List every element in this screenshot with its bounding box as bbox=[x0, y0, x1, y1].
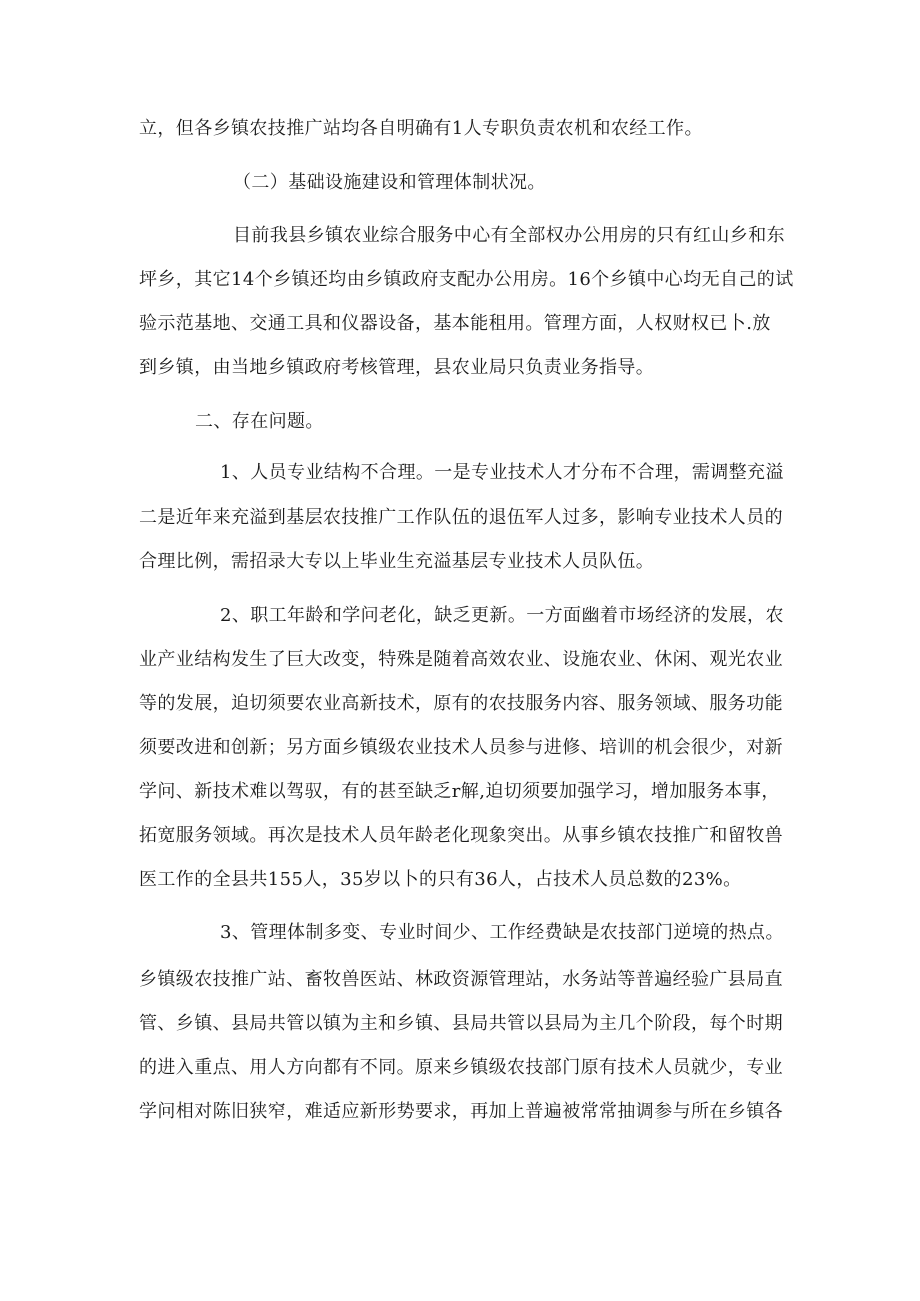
text-line: 业产业结构发生了巨大改变，特殊是随着高效农业、设施农业、休闲、观光农业 bbox=[139, 649, 783, 670]
text-line: 验示范基地、交通工具和仪器设备，基本能租用。管理方面，人权财权已卜.放 bbox=[139, 313, 771, 334]
text-line: 医工作的全县共155人，35岁以卜的只有36人，占技术人员总数的23%。 bbox=[139, 869, 742, 890]
text-line: 3、管理体制多变、专业时间少、工作经费缺是农技部门逆境的热点。 bbox=[220, 922, 784, 943]
text-line: 目前我县乡镇农业综合服务中心有全部权办公用房的只有红山乡和东 bbox=[233, 225, 785, 246]
text-line: 拓宽服务领域。再次是技术人员年龄老化现象突出。从事乡镇农技推广和留牧兽 bbox=[139, 825, 783, 846]
text-line: 乡镇级农技推广站、畜牧兽医站、林政资源管理站，水务站等普遍经验广县局直 bbox=[139, 969, 783, 990]
section-heading: （二）基础设施建设和管理体制状况。 bbox=[233, 172, 546, 193]
text-line: 1、人员专业结构不合理。一是专业技术人才分布不合理，需调整充溢 bbox=[220, 462, 784, 483]
text-line: 的进入重点、用人方向都有不同。原来乡镇级农技部门原有技术人员就少，专业 bbox=[139, 1057, 783, 1078]
text-line: 等的发展，迫切须要农业高新技术，原有的农技服务内容、服务领域、服务功能 bbox=[139, 693, 783, 714]
text-line: 学问、新技术难以驾驭，有的甚至缺乏r解,迫切须要加强学习，增加服务本事， bbox=[139, 781, 780, 802]
text-line: 须要改进和创新；另方面乡镇级农业技术人员参与进修、培训的机会很少，对新 bbox=[139, 737, 783, 758]
text-line: 学问相对陈旧狭窄，难适应新形势要求，再加上普遍被常常抽调参与所在乡镇各 bbox=[139, 1101, 783, 1122]
text-line: 合理比例，需招录大专以上毕业生充溢基层专业技术人员队伍。 bbox=[139, 551, 655, 572]
text-line: 到乡镇，由当地乡镇政府考核管理，县农业局只负责业务指导。 bbox=[139, 357, 655, 378]
text-line: 2、职工年龄和学问老化，缺乏更新。一方面幽着市场经济的发展，农 bbox=[220, 605, 784, 626]
text-line: 坪乡，其它14个乡镇还均由乡镇政府支配办公用房。16个乡镇中心均无自己的试 bbox=[139, 269, 794, 290]
text-line: 管、乡镇、县局共管以镇为主和乡镇、县局共管以县局为主几个阶段，每个时期 bbox=[139, 1013, 783, 1034]
section-heading: 二、存在问题。 bbox=[195, 411, 324, 432]
text-line: 二是近年来充溢到基层农技推广工作队伍的退伍军人过多，影响专业技术人员的 bbox=[139, 507, 783, 528]
text-line: 立，但各乡镇农技推广站均各自明确有1人专职负责农机和农经工作。 bbox=[139, 118, 703, 139]
